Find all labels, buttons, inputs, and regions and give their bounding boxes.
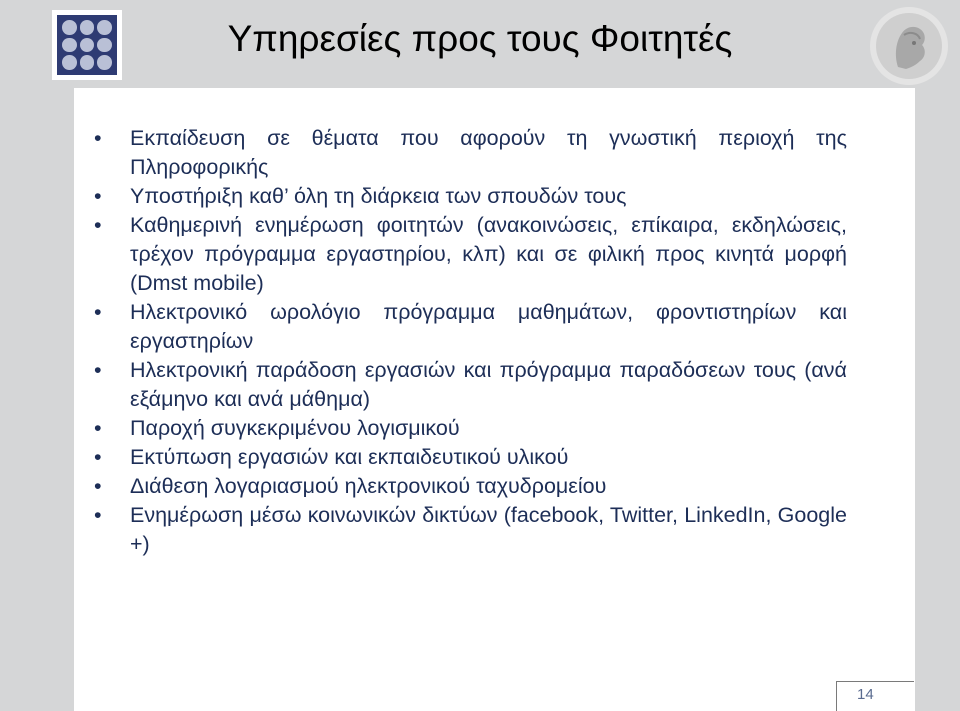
bullet-item: • Ηλεκτρονικό ωρολόγιο πρόγραμμα μαθημάτων, φροντιστηρίων και εργαστηρίων (94, 298, 847, 356)
bullet-item: • Εκπαίδευση σε θέματα που αφορούν τη γνωστική περιοχή της Πληροφορικής (94, 124, 847, 182)
page-number: 14 (836, 681, 914, 711)
content-panel (74, 88, 915, 711)
bullet-item: • Ενημέρωση μέσω κοινωνικών δικτύων (facebook, Twitter, LinkedIn, Google +) (94, 501, 847, 559)
bullet-item: • Ηλεκτρονική παράδοση εργασιών και πρόγραμμα παραδόσεων τους (ανά εξάμηνο και ανά μάθημα) (94, 356, 847, 414)
bullet-item: • Υποστήριξη καθ’ όλη τη διάρκεια των σπουδών τους (94, 182, 847, 211)
bullet-item: • Παροχή συγκεκριμένου λογισμικού (94, 414, 847, 443)
ancient-coin-icon (868, 5, 950, 87)
bullet-list (94, 124, 847, 559)
bullet-item: • Καθημερινή ενημέρωση φοιτητών (ανακοινώσεις, επίκαιρα, εκδηλώσεις, τρέχον πρόγραμμα εργαστηρίου, κλπ) και σε φιλική προς κινητά μορφή (Dmst mobile) (94, 211, 847, 298)
bullet-item: • Διάθεση λογαριασμού ηλεκτρονικού ταχυδρομείου (94, 472, 847, 501)
bullet-item: • Εκτύπωση εργασιών και εκπαιδευτικού υλικού (94, 443, 847, 472)
slide-title: Υπηρεσίες προς τους Φοιτητές (227, 18, 733, 59)
